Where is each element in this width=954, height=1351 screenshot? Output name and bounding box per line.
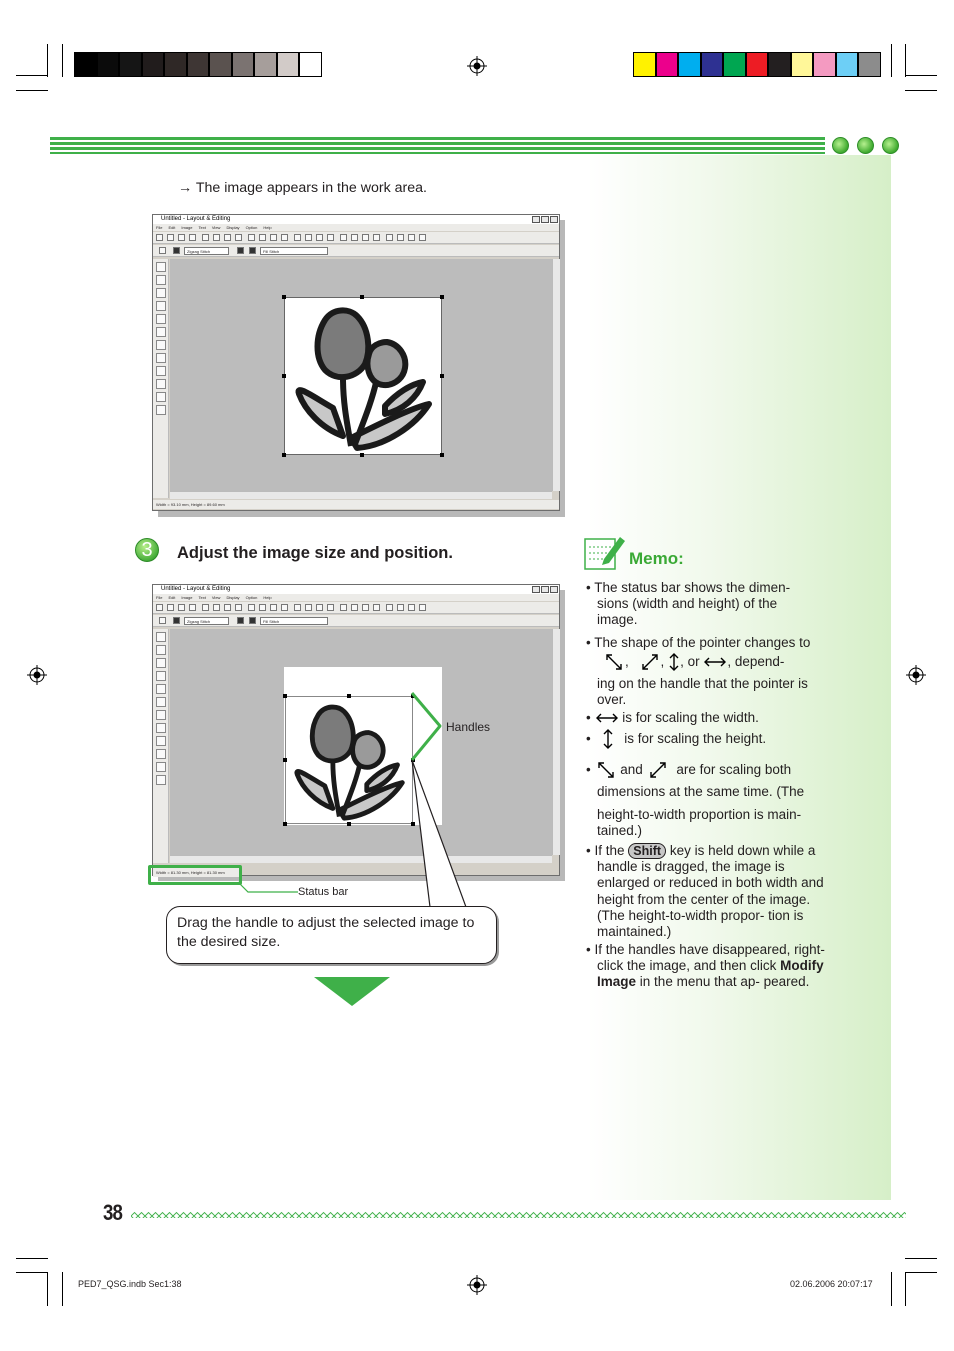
crop-mark	[905, 1272, 906, 1306]
work-area	[170, 629, 552, 855]
tool-button[interactable]	[156, 736, 166, 746]
toolbar-button[interactable]	[167, 234, 174, 241]
callout-pointer	[400, 755, 480, 915]
tool-button[interactable]	[156, 340, 166, 350]
window-title: Untitled - Layout & Editing	[161, 586, 231, 592]
tulip-icon	[285, 298, 441, 454]
toolbar-button[interactable]	[373, 234, 380, 241]
toolbar-button[interactable]	[316, 604, 323, 611]
tool-button[interactable]	[156, 301, 166, 311]
tool-button[interactable]	[156, 749, 166, 759]
toolbar-button[interactable]	[327, 234, 334, 241]
crop-mark	[16, 90, 48, 91]
tulip-icon	[286, 697, 412, 823]
memo-bullet-4: • is for scaling the height.	[586, 728, 826, 752]
crop-mark	[905, 1258, 937, 1259]
menu-item[interactable]: Help	[263, 595, 272, 600]
color-swatch	[74, 52, 97, 77]
horizontal-resize-icon	[703, 652, 727, 672]
toolbar-button[interactable]	[156, 234, 163, 241]
callout-text: Drag the handle to adjust the selected image to the desired size.	[177, 915, 475, 950]
step-number-badge: 3	[135, 538, 159, 562]
toolbar-button[interactable]	[270, 604, 277, 611]
header-dot-icon	[882, 137, 899, 154]
color-swatch	[277, 52, 300, 77]
menu-item[interactable]: Text	[198, 225, 206, 230]
tool-button[interactable]	[156, 775, 166, 785]
memo-bullet-7: • If the handles have disappeared, right-click the image, and then click Modify Image in the menu that ap- peared.	[586, 942, 825, 990]
minimize-button[interactable]	[532, 216, 540, 223]
toolbar-button[interactable]	[189, 604, 196, 611]
color-swatch	[232, 52, 255, 77]
vertical-scrollbar[interactable]	[552, 629, 560, 855]
crop-mark	[16, 75, 48, 76]
tool-button[interactable]	[156, 353, 166, 363]
vertical-resize-icon	[601, 728, 615, 750]
toolbar-button[interactable]	[213, 234, 220, 241]
menu-item[interactable]: Display	[226, 225, 240, 230]
memo-bullet-2-cont: ing on the handle that the pointer is over.	[597, 676, 808, 708]
toolbar-button[interactable]	[373, 604, 380, 611]
toolbar-button[interactable]	[397, 604, 404, 611]
color-swatch	[97, 52, 120, 77]
color-swatch	[299, 52, 322, 77]
toolbar-button[interactable]	[305, 604, 312, 611]
crop-mark	[62, 44, 63, 77]
toolbar-button[interactable]	[408, 234, 415, 241]
standard-toolbar	[153, 232, 559, 244]
tool-button[interactable]	[156, 392, 166, 402]
screenshot-editor-window-resized	[152, 584, 560, 876]
color-swatch	[678, 52, 701, 77]
toolbar-button[interactable]	[340, 604, 347, 611]
crop-mark	[905, 1272, 937, 1273]
tool-button[interactable]	[156, 658, 166, 668]
tool-button[interactable]	[156, 723, 166, 733]
memo-bullet-6: • If the Shift key is held down while a handle is dragged, the image is enlarged or reduced in both width and height from the center of the image. (The height-to-width propor- tion is maintained.)	[586, 843, 824, 940]
tool-button[interactable]	[156, 684, 166, 694]
toolbar-button[interactable]	[178, 604, 185, 611]
page-number: 38	[103, 1200, 123, 1225]
tool-button[interactable]	[156, 366, 166, 376]
step-heading: Adjust the image size and position.	[177, 544, 453, 562]
color-swatch	[768, 52, 791, 77]
color-swatch	[836, 52, 859, 77]
maximize-button[interactable]	[541, 586, 549, 593]
toolbar-button[interactable]	[419, 604, 426, 611]
region-stitch-combo[interactable]: Fill Stitch	[260, 247, 328, 255]
color-swatch	[723, 52, 746, 77]
toolbar-button[interactable]	[202, 234, 209, 241]
tool-button[interactable]	[156, 327, 166, 337]
menu-item[interactable]: Text	[198, 595, 206, 600]
callout-box	[166, 906, 497, 964]
footer-file-info: PED7_QSG.indb Sec1:38	[78, 1279, 182, 1289]
color-swatch	[633, 52, 656, 77]
toolbar-button[interactable]	[281, 604, 288, 611]
toolbar-button[interactable]	[340, 234, 347, 241]
toolbar-button[interactable]	[351, 234, 358, 241]
horizontal-scrollbar[interactable]	[170, 491, 552, 499]
tool-button[interactable]	[156, 314, 166, 324]
minimize-button[interactable]	[532, 586, 540, 593]
crop-mark	[905, 75, 937, 76]
toolbar-button[interactable]	[167, 604, 174, 611]
work-area	[170, 259, 552, 491]
header-dot-icon	[857, 137, 874, 154]
status-bar: Width = 93.10 mm, Height = 89.60 mm	[153, 500, 559, 509]
toolbar-button[interactable]	[213, 604, 220, 611]
memo-bullet-5-cont1: dimensions at the same time. (The	[597, 784, 805, 799]
toolbar-button[interactable]	[156, 604, 163, 611]
arrow-icon: →	[178, 180, 193, 196]
toolbar-button[interactable]	[189, 234, 196, 241]
window-title: Untitled - Layout & Editing	[161, 216, 231, 222]
handles-bracket-icon	[408, 690, 448, 765]
tool-button[interactable]	[156, 697, 166, 707]
maximize-button[interactable]	[541, 216, 549, 223]
color-swatch	[813, 52, 836, 77]
registration-mark-icon	[27, 665, 47, 685]
color-swatch	[164, 52, 187, 77]
footer-zigzag	[131, 1208, 906, 1218]
tool-button[interactable]	[156, 710, 166, 720]
standard-toolbar	[153, 602, 559, 614]
intro-text: The image appears in the work area.	[195, 180, 427, 196]
status-bar-highlight	[148, 865, 242, 885]
diagonal-resize-nesw-icon	[647, 760, 669, 780]
menu-item[interactable]: Image	[181, 225, 193, 230]
next-arrow-icon	[314, 977, 390, 1007]
line-stitch-combo[interactable]: Zigzag Stitch	[184, 617, 229, 625]
toolbar-button[interactable]	[259, 604, 266, 611]
menu-item[interactable]: File	[156, 595, 163, 600]
toolbar-button[interactable]	[419, 234, 426, 241]
crop-mark	[905, 90, 937, 91]
tool-button[interactable]	[156, 379, 166, 389]
toolbar-button[interactable]	[351, 604, 358, 611]
window-titlebar	[153, 585, 559, 594]
window-titlebar	[153, 215, 559, 224]
crop-mark	[47, 44, 48, 77]
color-swatch	[119, 52, 142, 77]
toolbar-button[interactable]	[178, 234, 185, 241]
crop-mark	[47, 1272, 48, 1306]
screenshot-editor-window	[152, 214, 560, 511]
tool-button[interactable]	[156, 671, 166, 681]
toolbar-button[interactable]	[270, 234, 277, 241]
memo-title: Memo:	[629, 549, 684, 568]
close-button[interactable]	[550, 586, 558, 593]
toolbar-button[interactable]	[224, 234, 231, 241]
menu-item[interactable]: Image	[181, 595, 193, 600]
tool-button[interactable]	[156, 405, 166, 415]
stitch-toolbar	[153, 245, 559, 257]
menu-item[interactable]: Help	[263, 225, 272, 230]
toolbar-button[interactable]	[259, 234, 266, 241]
status-bar-leader	[236, 880, 300, 896]
toolbar-button[interactable]	[362, 604, 369, 611]
crop-mark	[16, 1258, 48, 1259]
registration-mark-icon	[467, 1275, 487, 1295]
menu-item[interactable]: Option	[245, 595, 258, 600]
color-swatch	[791, 52, 814, 77]
region-stitch-combo[interactable]: Fill Stitch	[260, 617, 328, 625]
menu-item[interactable]: File	[156, 225, 163, 230]
tool-button[interactable]	[156, 762, 166, 772]
memo-bullet-3: • is for scaling the width.	[586, 710, 759, 725]
vertical-scrollbar[interactable]	[552, 259, 560, 491]
toolbar-button[interactable]	[235, 604, 242, 611]
registration-mark-icon	[467, 56, 487, 76]
menubar	[153, 224, 559, 231]
toolbar-button[interactable]	[248, 234, 255, 241]
diagonal-resize-nesw-icon	[639, 652, 661, 672]
tool-button[interactable]	[156, 262, 166, 272]
crop-mark	[891, 1272, 892, 1306]
toolbar-button[interactable]	[202, 604, 209, 611]
toolbar-button[interactable]	[294, 604, 301, 611]
menu-item[interactable]: Edit	[168, 225, 176, 230]
intro-line	[178, 180, 427, 196]
color-swatch	[701, 52, 724, 77]
diagonal-resize-nwse-icon	[603, 652, 625, 672]
color-swatch	[858, 52, 881, 77]
stitch-toolbar	[153, 615, 559, 627]
color-swatch	[187, 52, 210, 77]
diagonal-resize-nwse-icon	[595, 760, 617, 780]
memo-bullet-5: • and are for scaling both	[586, 759, 826, 781]
toolbar-button[interactable]	[316, 234, 323, 241]
horizontal-scrollbar[interactable]	[170, 855, 552, 863]
header-dot-icon	[832, 137, 849, 154]
handles-label: Handles	[446, 720, 491, 734]
tool-palette	[153, 629, 169, 863]
status-bar-label: Status bar	[298, 886, 349, 898]
status-bar: Width = 81.30 mm, Height = 81.30 mm	[153, 868, 241, 877]
tool-palette	[153, 259, 169, 498]
toolbar-button[interactable]	[386, 234, 393, 241]
menu-item[interactable]: View	[211, 225, 221, 230]
menu-item[interactable]: Option	[245, 225, 258, 230]
memo-bullet-5-cont2: height-to-width proportion is main- tained.)	[597, 807, 802, 839]
tool-button[interactable]	[156, 645, 166, 655]
toolbar-button[interactable]	[281, 234, 288, 241]
vertical-resize-icon	[668, 652, 680, 672]
tool-button[interactable]	[156, 288, 166, 298]
pointer-shapes-line: , , , or , depend-	[603, 652, 833, 672]
color-swatch	[746, 52, 769, 77]
shift-key-icon: Shift	[628, 843, 666, 859]
memo-bullet-1: • The status bar shows the dimen- sions (width and height) of the image.	[586, 580, 791, 628]
toolbar-button[interactable]	[294, 234, 301, 241]
registration-mark-icon	[906, 665, 926, 685]
toolbar-button[interactable]	[408, 604, 415, 611]
toolbar-button[interactable]	[248, 604, 255, 611]
color-swatch	[254, 52, 277, 77]
memo-bullet-2: • The shape of the pointer changes to	[586, 635, 811, 650]
tulip-image-selected[interactable]	[285, 696, 413, 824]
crop-mark	[62, 1272, 63, 1306]
menubar	[153, 594, 559, 601]
memo-pencil-icon	[584, 533, 626, 571]
toolbar-button[interactable]	[305, 234, 312, 241]
line-stitch-combo[interactable]: Zigzag Stitch	[184, 247, 229, 255]
toolbar-button[interactable]	[235, 234, 242, 241]
toolbar-button[interactable]	[386, 604, 393, 611]
tool-button[interactable]	[156, 275, 166, 285]
menu-item[interactable]: Display	[226, 595, 240, 600]
crop-mark	[891, 44, 892, 77]
tool-button[interactable]	[156, 632, 166, 642]
menu-item[interactable]: Edit	[168, 595, 176, 600]
toolbar-button[interactable]	[397, 234, 404, 241]
tulip-image[interactable]	[284, 297, 442, 455]
horizontal-resize-icon	[595, 711, 619, 725]
toolbar-button[interactable]	[327, 604, 334, 611]
color-swatch	[656, 52, 679, 77]
footer-timestamp: 02.06.2006 20:07:17	[790, 1279, 873, 1289]
close-button[interactable]	[550, 216, 558, 223]
toolbar-button[interactable]	[362, 234, 369, 241]
color-swatch	[142, 52, 165, 77]
toolbar-button[interactable]	[224, 604, 231, 611]
color-swatch	[209, 52, 232, 77]
menu-item[interactable]: View	[211, 595, 221, 600]
crop-mark	[16, 1272, 48, 1273]
crop-mark	[905, 44, 906, 77]
